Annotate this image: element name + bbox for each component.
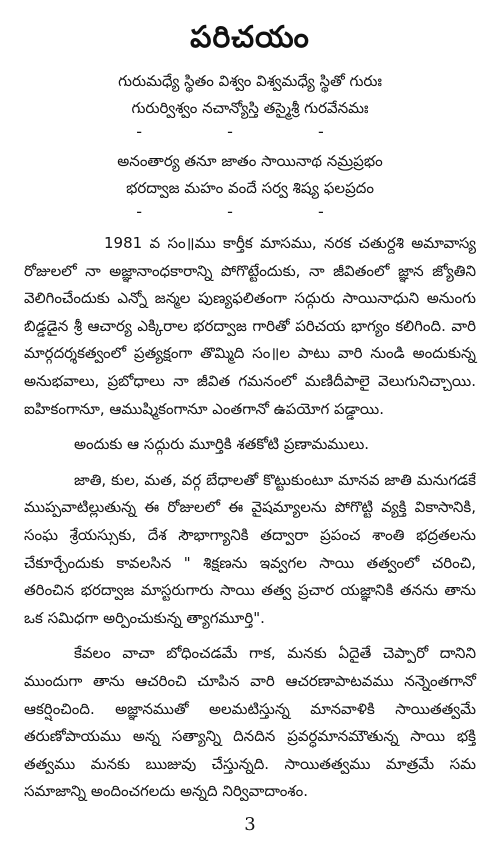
paragraph: 1981 వ సం॥ము కార్తీక మాసము, నరక చతుర్దశి అమావాస్య రోజులలో నా అజ్ఞానాంధకారాన్ని పోగొట్టేందుకు, నా జీవితంలో జ్ఞాన జ్యోతిని వెలిగించేందుకు ఎన్నో జన్మల పుణ్యఫలితంగా సద్గురు సాయినాధుని అనుంగు బిడ్డడైన శ్రీ ఆచార్య ఎక్కిరాల భరద్వాజ గారితో పరిచయ భాగ్యం కలిగింది. వారి మార్గదర్శకత్వంలో ప్రత్యక్షంగా తొమ్మిది సం॥ల పాటు వారి నుండి అందుకున్న అనుభవాలు, ప్రబోధాలు నా జీవిత గమనంలో మణిదీపాలై వెలుగునిచ్చాయి. ఐహికంగానూ, ఆముష్మికంగానూ ఎంతగానో ఉపయోగ పడ్డాయి. <box>24 234 476 418</box>
verse-line: గురుర్విశ్వం నచాన్యోస్తి తస్మైశ్రీ గురవేనమః <box>131 99 369 117</box>
verse-line: అనంతార్య తనూ జాతం సాయినాథ నమ్రప్రభం <box>117 152 383 170</box>
body-text <box>24 230 476 806</box>
verse-block-1 <box>24 68 476 142</box>
verse-separator: - - - <box>136 122 364 141</box>
paragraph: కేవలం వాచా బోధించడమే గాక, మనకు ఏదైతే చెప్పారో దానిని ముందుగా తాను ఆచరించి చూపిన వారి ఆచరణాపాటవము నన్నెంతగానో ఆకర్షించింది. అజ్ఞానముతో అలమటిస్తున్న మానవాళికి సాయితత్వమే తరుణోపాయము అన్న సత్యాన్ని దినదిన ప్రవర్ధమానమౌతున్న సాయి భక్తి తత్వము మనకు ఋజువు చేస్తున్నది. సాయితత్వము మాత్రమే సమ సమాజాన్ని అందించగలదు అన్నది నిర్వివాదాంశం. <box>24 644 476 801</box>
verse-separator: - - - <box>136 202 364 221</box>
paragraph: జాతి, కుల, మత, వర్గ బేధాలతో కొట్టుకుంటూ మానవ జాతి మనుగడకే ముప్పవాటిల్లుతున్న ఈ రోజులలో ఈ వైషమ్యాలను పోగొట్టి వ్యక్తి వికాసానికి, సంఘ శ్రేయస్సుకు, దేశ సౌభాగ్యానికి తద్వారా ప్రపంచ శాంతి భద్రతలను చేకూర్చేందుకు కావలసిన " శిక్షణను ఇవ్వగల సాయి తత్వంలో చరించి, తరించిన భరద్వాజ మాస్టరుగారు సాయి తత్వ ప్రచార యజ్ఞానికి తనను తాను ఒక సమిధగా అర్పించుకున్న త్యాగమూర్తి". <box>24 470 476 627</box>
document-page <box>0 18 500 847</box>
paragraph: అందుకు ఆ సద్గురు మూర్తికి శతకోటి ప్రణామములు. <box>74 435 370 454</box>
verse-block-2 <box>24 148 476 222</box>
page-number: 3 <box>244 814 256 835</box>
verse-line: గురుమధ్యే స్థితం విశ్వం విశ్వమధ్యే స్థితో గురుః <box>118 72 382 90</box>
verse-line: భరద్వాజ మహం వందే సర్వ శిష్య ఫలప్రదం <box>126 179 374 197</box>
page-title: పరిచయం <box>190 20 310 55</box>
